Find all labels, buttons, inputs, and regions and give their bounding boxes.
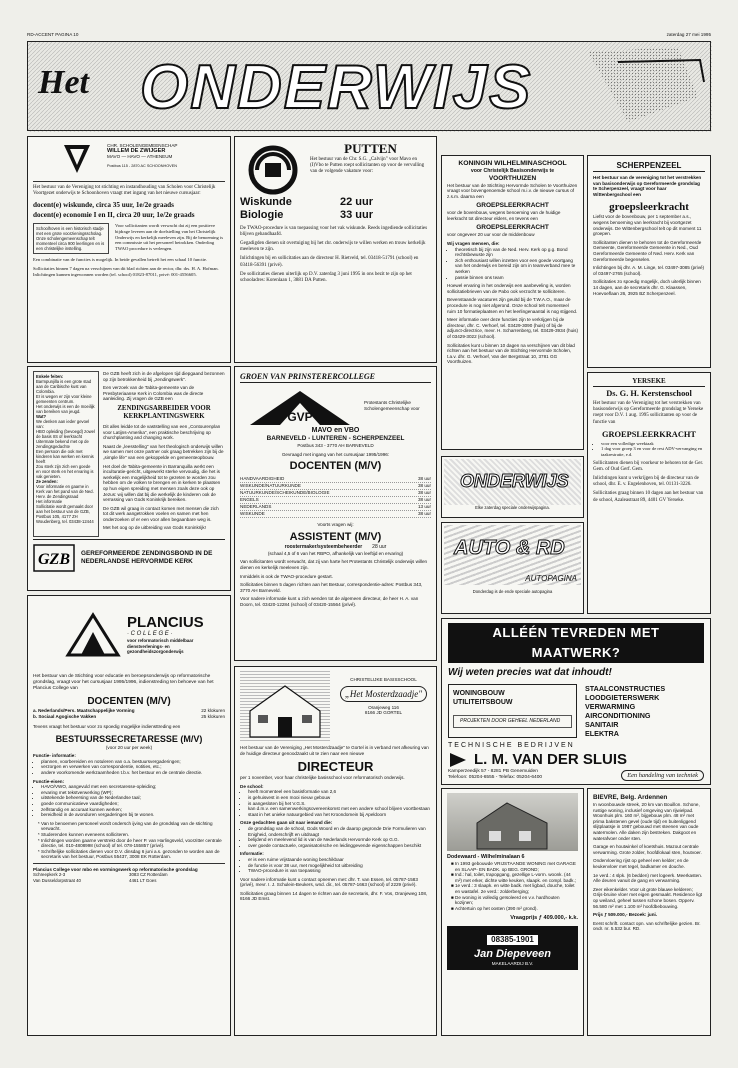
fact-line: Het informatie [36,499,63,504]
subject-hours: 22 uur [340,195,374,208]
kw-p5: Meer informatie over deze functies zijn te verkrijgen bij de directeur, dhr. C. Verhoef, tel. 03429-3090 (huis) of bij de adjunct-directrice, mevr. H. Scharrenberg, tel. 03429-3934 (huis) of 03429-3022 (school). [447,317,578,339]
mw-slogan: Een handeling van techniek [621,770,704,781]
dw-price: Vraagprijs ƒ 409.000,- k.k. [510,915,578,922]
dw-title: Dodewaard - Wilhelminalaan 6 [447,854,525,860]
ys-p2: Inlichtingen kunt u verkrijgen bij de directeur van de school, dhr. E. v. Engelenhoven, tel. 01131-3226. [593,476,699,488]
school-sub: MAVO — HAVO — ATHENEUM [107,154,173,160]
pl-head2-sub: (voor 20 uur per week) [105,744,153,750]
gvp-levels: MAVO en VBO [311,427,360,434]
pl-notes [33,821,225,860]
gzb-logo-icon [33,544,75,572]
list-item: • staat in het unieke natuurgebied van het Kroondomein bij Apeldoorn [248,812,431,818]
gvp-subjects [240,476,431,518]
subject-name: NATUURKUNDE/SCHEIKUNDE/BIOLOGIE [240,490,330,496]
subject-name: Biologie [240,208,284,221]
putten-p4: De sollicitaties dienen uiterlijk op D.V. zaterdag 3 juni 1995 in ons bezit te zijn op het schooladres: Korenlaan 1, 3881 DA Putten. [240,271,412,284]
fact-line: Een persoon die ook met kinderen kan werken en kennis heeft [36,449,94,464]
service-item: LOODGIETERSWERK [585,693,660,702]
mw-company: L. M. VAN DER SLUIS [474,751,628,768]
right-note: Voor sollicitanten wordt verwacht dat zij een positieve bijdrage leveren aan de doelstelling van het Christelijk Onderwijs en kerkelijk meeleven zijn. Bij de benoeming is een commissie uit het personeel betrokken. Onderling TWAO procedure is verlengen. [115,223,224,251]
fact-line: Uitermate bekend met op de zendingsgedachte [36,439,89,449]
job-name: b. Sociaal Agogische Vakken [33,714,97,719]
date-label: zaterdag 27 mei 1995 [666,32,711,37]
school-addr: Postbus 115 - 2870 AC SCHOONHOVEN [107,163,177,168]
list-item: • belijdend en meelevend lid is van de Nederlands Hervormde Kerk op G.G. [248,837,431,843]
intro-text: Het bestuur van de Vereniging tot stichting en instandhouding van Scholen voor Christelijk Voortgezet onderwijs te Schoonhoven vraagt met ingang van het nieuwe cursusjaar: [33,185,216,197]
service-item: WONINGBOUW [453,690,505,697]
kw-p6: Sollicitaties kunt u binnen 10 dagen na verschijnen van dit blad richten aan het bestuur van de Stichting Hervormde Scholen, t.a.v. dhr. G. Verhoef, Van der Bergstraat 10, 3781 GG Voorthuizen. [447,342,575,365]
fact-line: Voor informatie en gaarne in [36,484,89,489]
list-item: • de grondslag van de school, Gods Woord en de daarop gegronde Drie Formulieren van Enigheid, onderschrijft en uitdraagt [248,826,431,837]
subject-row [240,511,431,518]
subject-hours: 33 uur [340,208,374,221]
ad-putten [234,136,437,363]
z-p3: Dit alles leidde tot de vaststelling van een „Contourenplan voor Latijns-Amerika", een praktische beschrijving op churchplanting and changing work. [103,423,221,441]
job-hours: 25 klokuren [201,714,225,719]
onderwijs-word: ONDERWIJS [460,471,569,491]
left-note: Schoolhoven is een historisch stadje met een grote voorzieningsscholag. Onze scholengemeenschap telt momenteel circa 900 leerlingen en is een christelijke instelling. [33,223,109,254]
list-item: • andere voorkomende werkzaamheden t.b.v. het bestuur en de centrale directie. [41,770,225,776]
facts-column [33,371,99,537]
wdz-logo-icon [62,143,92,175]
bv-p1: In woonbouwde streek, 20 km van Bouillon. Schone, rustige woning, inclusief omgeving van rijwielpad. Woonhuis plm. 160 m², bijgebouw plm. 48 m² met prima bakstenen gevel (oude tijd) en buitenliggend slijtplaatsje in 1987 gebouwd met steenen van oude watermolen. Alle daken zijn bestreken. Dakgoot en waterafvoer onder sten. [593,802,700,841]
ad-bievre [587,788,711,1036]
subject-row [240,483,431,490]
mz-p1: per 1 november, voor haar christelijke basisschool voor reformatorisch onderwijs. [240,775,405,781]
list-item: * Inlichtingen worden gaarne verstrekt door de heer P. van Harlingsveld, voorzitter centrale directie, tel. 010-4808998 (school) of tel. 078-155857 (privé). [41,838,225,849]
sz-job: groepsleerkracht [609,201,689,214]
service-item: VERWARMING [585,702,636,711]
gvp-intro: Gevraagd met ingang van het cursusjaar 1995/1996: [281,451,390,457]
list-item: • kan d.m.v. een samenwerkingsovereenkomst met een andere school blijven voortbestaan [248,806,431,812]
plancius-logo-icon [63,610,123,660]
kw-sub1: voor Christelijk Basisonderwijs te [470,168,555,174]
sz-p2: Sollicitanten dienen te behoren tot de Gereformeerde Gemeente, Gereformeerde Gemeente in Ned., Oud Gereformeerde Gemeente of Ned. Herv. Kerk van Gereformeerde begenselen. [593,239,702,262]
service-item: UTILITEITSBOUW [453,699,513,706]
ys-p1: Sollicitanten dienen bij voorkeur te behoren tot de Ger. Gem. of Oud Gerf. Gem. [593,460,704,472]
list-item: • er is een ruime vrijstaande woning beschikbaar [248,857,431,863]
kw-p2: voor ongeveer 20 uur voor de middenbouw [447,232,535,238]
addr-line: Van Dusseldorpstraat 40 [33,878,81,884]
ad-mosterdzaadje [234,666,437,1036]
list-item: • uitstekende beheersing van de Nederlandse taal; [41,795,225,801]
list-item: • plannen, voorbereiden en notuleren van o.a. bestuursvergaderingen; [41,759,225,765]
ad-autopagina [441,522,584,614]
mz-head: DIRECTEUR [297,759,374,775]
gvp-title: GROEN VAN PRINSTERERCOLLEGE [240,371,431,383]
mz-p3: Sollicitaties graag binnen 14 dagen te richten aan de secretaris, dhr. F. Vos, Oranjeweg 108, 8166 JD Emst. [240,890,428,902]
addr-line: Schreepkerk 2-3 [33,872,66,878]
ys-list [593,441,705,458]
job-name: a. Nederlands/Pers. Maatschappelijke Vorming [33,708,135,713]
dw-list [447,861,578,911]
fact-line: We denken aan ieder gevoel van: [36,419,90,429]
school-building-icon [240,671,330,741]
gvp-p1: Van sollicitanten wordt verwacht, dat zij van harte het Protestants Christelijk onderwijs willen dienen en kerkelijk meeleven zijn. [240,559,428,570]
assistent-sub: roostermaker/systeembeheerder [284,543,363,550]
gvp-places: BARNEVELD - LUNTEREN - SCHERPENZEEL [266,435,405,442]
plancius-tag: voor reformatorisch middelbaar dienstverlenings- en gezondheidszorgonderwijs [127,638,194,655]
subject-name: WISKUNDE/NATUURKUNDE [240,483,301,489]
gzb-name: GEREFORMEERDE ZENDINGSBOND IN DE NEDERLANDSE HERVORMDE KERK [81,550,213,565]
plancius-name: PLANCIUS [127,614,204,632]
bv-title: BIEVRE, Belg. Ardennen [593,794,668,801]
pl-funct-head: Functie- informatie: [33,753,76,759]
list-item: • goede communicatieve vaardigheden; [41,801,225,807]
mw-title: ALLÉÉN TEVREDEN MET MAATWERK? [448,623,704,663]
svg-text:GVP: GVP [287,410,313,424]
apply-text: Sollicitaties binnen 7 dagen na verschijnen van dit blad richten aan de rector, dhr. drs. H. A. Hofman. Inlichtingen kunnen ingewonnen worden (tel. school) 01823-87011, privé: 001-4556605. [33,265,219,277]
putten-p3: Inlichtingen bij en sollicitaties aan de directeur H. Rietveld, tel. 03418-51791 (school) en 03418-56391 (privé). [240,256,419,268]
gvp-p3: Sollicitaties binnen 5 dagen richten aan het Bestuur, correspondentie-adres: Postbus 343, 3770 AH Barneveld. [240,582,423,593]
putten-p2: Gegadigden dienen uit overtuiging bij het chr. onderwijs te willen werken en trouw kerkelijk meeleven te zijn. [240,241,426,253]
list-item: ■ Achtertuin op het oosten (390 m² grond). [455,906,578,912]
ad-dodewaard [441,788,584,1036]
ys-school: Ds. G. H. Kerstenschool [606,389,692,398]
mz-info-head: Informatie: [240,851,264,857]
pl-head: DOCENTEN (M/V) [87,696,171,707]
gvp-p4: Voor nadere informatie kunt u zich wenden tot de algemeen directeur, de heer H. A. van Doorn, tel. 03420-12284 (school) of 03420-15564 (privé). [240,596,419,607]
mw-addr: Kamperzeedijk 57 - 8281 PB Genemuiden [448,769,538,774]
ad-van-der-sluis [441,618,711,785]
service-item: ELEKTRA [585,729,619,738]
gvp-voorts: Voorts vragen wij: [317,522,354,528]
bv-p2: Garage en houtwinkel of koetshuis. Mazout centrale verwarming. Grote zolder, hoofdlokaal sten, houtvoer. [593,844,702,855]
bv-p4: 1e verd.: 4 slpk. (6 bedden) met logeerk. Meerkasten. Alle deuren vanuit de gang en verwarming. [593,872,703,884]
subject-hours: 38 uur [417,497,431,503]
auto-label: AUTOPAGINA [525,574,577,583]
mz-addr1: Oranjeweg 116 [368,704,399,710]
section-banner [27,41,711,131]
z-p2: Een verzoek van de Tabita-gemeente van de Presbyteriaanse Kerk in Colombia was de directe aanleiding. Zij vragen de GZB een [103,385,204,402]
z-p6: De GZB wil graag in contact komen met mensen die zich tot dit werk aangetrokken voelen en samen met hen onderzoeken of er een voor allen begaanbare weg is. [103,505,219,522]
kw-intro: Het bestuur van de Stichting Hervormde Scholen te Voorthuizen vraagt voor bovengenoemde school m.i.v. de nieuwe cursus of z.s.m. daarna een [447,182,578,199]
job-1: docent(e) wiskunde, circa 35 uur, 1e/2e graads [33,201,174,210]
ad-willem-de-zwijger [27,136,231,363]
mz-school-head: De school: [240,783,264,789]
subject-hours: 38 uur [417,476,431,482]
list-item: • 1 dag voor groep 3 en voor de rest ADV-vervanging en taakrestratie, e.d. [601,446,705,457]
job-2: docent(e) economie I en II, circa 20 uur, 1e/2e graads [33,211,195,220]
fact-line: HBO opleiding (bevoegd) zowel de basis IIS of leerkracht [36,429,95,439]
auto-caption: Donderdag is de ende speciale autopagina [472,589,553,594]
list-item: • zich enthousiast willen inzetten voor een goede voortgang van het onderwijs en bereid zijn om in teamverband mee te werken [455,258,578,275]
ad-gzb-zending [27,366,231,591]
dw-phone: 08385-1901 [487,935,538,945]
subject-name: WISKUNDE [240,511,265,517]
pl-p1: Tevens vraagt het bestuur voor zo spoedig mogelijke indiensttreding een [33,724,181,729]
gvp-head: DOCENTEN (M/V) [289,460,382,473]
list-item: • is aangesloten bij het V.G.S. [248,801,431,807]
gvp-logo-icon [240,387,360,427]
plancius-college: · C O L L E G E · [127,631,173,638]
bv-p5: Zeer eikenkelder. Voor uit grote blauwe kelderen; Grijs-bruine vloer met eigen gesmaakt. Residence ligt op weiland, geheel tussen schone bosen. Opperv. 56.580 m² met 1.100 m² hoofdbebouwing. [593,886,703,909]
ad-koningin-wilhelminaschool [441,155,584,450]
sz-p1: Liefst voor de bovenbouw, per 1 september a.s., wegens benoeming van leerkracht bij voortgezet onderwijs. De Wittenbergschool telt op dit moment 11 groepen. [593,214,702,237]
subject-hours: 38 uur [417,490,431,496]
fact-line: Er is wegen er zijn voor kleine gemeenten centrum. [36,394,92,404]
fact-line: Wat? [36,414,47,419]
kw-sub2: VOORTHUIZEN [488,174,537,182]
list-item: • TWAO-procedure is van toepassing [248,868,431,874]
list-item: • over goede contactuele, organisatorische en leidinggevende eigenschappen beschikt [248,843,431,849]
gvp-college: Protestants Christelijke Scholengemeenschap voor [364,399,420,411]
subject-row [240,209,431,222]
sz-title: SCHERPENZEEL [593,160,705,172]
ys-intro: Het bestuur van de Vereniging tot het verstrekken van basisonderwijs op Gereformeerde grondslag te Yerseke roept voor D.V. 1 aug. 1995 sollicitanten op voor de functie van [593,401,704,425]
service-item: SANITAIR [585,720,619,729]
pl-eisen-list [33,784,225,818]
list-item: • bereidheid in de avonduren vergaderingen bij te wonen. [41,812,225,818]
list-item: ■ 1e verd.: 3 slaapk. en witte badk. met ligbad, douche, toilet en wastafel. 2e verd.: zolderberging; [455,883,578,894]
house-icon [447,793,578,851]
list-item: * Schriftelijke sollicitaties dienen voor D.V. dinsdag 6 juni a.s. gezonden te worden aan de secretaris van het bestuur, Postbus 55437, 3008 EK Rotterdam. [41,849,225,860]
list-item: • voor een volledige weektaak [601,441,705,447]
z-p1: De GZB heeft zich in de afgelopen tijd diepgaand bezonnen op zijn betrokkenheid bij „zendingswerk". [103,371,225,382]
list-item: * Studerenden kunnen eveneens solliciteren. [41,832,225,838]
putten-intro: Het bestuur van de Chr. S.G. „Calvijn" voor Mavo en (I)Vbo te Putten roept sollicitanten op voor de vervulling van de volgende vakature voor: [310,157,425,175]
ys-job: GROEPSLEERKRACHT [601,429,696,439]
pl-head2: BESTUURSSECRETARESSE (M/V) [55,733,203,744]
z-p7: Met het oog op de uitbreiding van Gods Koninkrijk! [103,525,206,531]
mw-tech: TECHNISCHE BEDRIJVEN [448,742,575,749]
mz-p2: Voor nadere informatie kunt u contact opnemen met: dhr. T. van Essen, tel. 05787-1583 (privé), mevr. I. J. Schulein-Beukers, wnd. dir., tel. 05787-1663 (school) of 2229 (privé). [240,876,418,888]
ad-scherpenzeel [587,155,711,368]
fact-line: Kerk van het pand van de Ned. Herv. de Zendingsraad [36,489,94,499]
gvp-assistent: ASSISTENT (M/V) [289,530,382,543]
pl-funct-list [33,759,225,776]
putten-title: PUTTEN [344,141,397,156]
auto-word: AUTO & RD [454,537,565,559]
fact-line: Enkele feiten: [36,374,64,379]
putten-p1: De TWAO-procedure is van toepassing voor het vak wiskunde. Reeds ingediende sollicitaties blijven gehandhaafd. [240,225,428,237]
pl-intro: Het bestuur van de Stichting voor educatie en beroepsonderwijs op reformatorische grondslag, vraagt voor het cursusjaar 1995/1996, indienstreding ten behoeve van het Plancius College van [33,674,214,691]
fact-line: Het onderwijs is een de moeilijk van bereiken van jeugd. [36,404,95,414]
ad-yerseke [587,372,711,614]
subject-row [240,490,431,497]
fact-line: Zou sterk zijn zich een goede en voor sterk en het ervaring is vak genieten. [36,464,94,479]
fact-line: Sollicitatie wordt gemaakt door aan het bestuur van de GZB, Postbus 105, 4177 ZH Woudenberg, tel. 03438-12444 [36,504,94,524]
addr-line: 4461 LT Goes [129,878,157,884]
sz-p4: Sollicitaties zo spoedig mogelijk, doch uiterlijk binnen 14 dagen, aan de secretaris dhr. G. Klaassen, Hoevoeflaan 26, 3925 BZ Scherpenzeel. [593,279,701,296]
job-row [33,714,225,720]
list-item: • theoretisch bij zijn van de Ned. Herv. Kerk op g.g. Bond rechtsbewuste zijn [455,247,578,258]
house-photo [447,793,578,851]
kw-head1: GROEPSLEERKRACHT [476,202,549,210]
bv-price: Prijs ƒ 509.000,- Bezoek: juni. [593,912,658,918]
sz-intro: Het bestuur van de vereniging tot het verstrekken van basisonderwijs op Gereformeerde grondslag te Scherpenzeel, vraagt voor haar Wittenbergschool een [593,175,702,197]
z-head: ZENDINGSARBEIDER VOOR KERKPLANTINGSWERK [117,404,211,420]
school-drawing [240,671,330,741]
svg-text:GZB: GZB [38,551,70,568]
subject-row [240,497,431,504]
list-item: • de functie is voor 38 uur, met mogelijkheid tot uitbreiding [248,863,431,869]
pl-eisen-head: Functie-eisen: [33,778,65,784]
kw-title: KONINGIN WILHELMINASCHOOL [458,160,567,167]
school-name: WILLEM DE ZWIJGER [107,147,166,154]
vds-logo-icon [448,751,468,769]
assistent-hours: 28 uur [372,543,387,550]
kw-head2: GROEPSLEERKRACHT [476,224,549,232]
bv-p3: Ondervloering rijst op geheel een kelder; en de keukenvloer met tegel, badkamer en douche. [593,858,689,869]
subject-hours: 38 uur [417,511,431,517]
footer-text: Een combinatie van de functies is mogelijk. In beide gevallen betreft het een schaal 10 functie. [33,257,208,263]
list-item: * Van te benoemen personeel wordt ondersch ijving van de grondslag van de stichting verwacht. [41,821,225,832]
kw-p3: Hoewel ervaring in het onderwijs een aanbeveling is, worden sollicitatiebrieven van de Pabo ook verzocht te solliciteren. [447,283,571,294]
kw-p1: voor de bovenbouw, wegens benoeming van de huidige leerkracht tot directeur elders, en tevens een [447,210,561,221]
pl-foot-addr [33,872,225,883]
kw-list [447,247,578,281]
service-item: STAALCONSTRUCTIES [585,684,666,693]
mz-addr2: 8166 JD GORTEL [364,710,403,716]
gvp-postbus: Postbus 343 - 3770 AH BARNEVELD [297,443,374,448]
mz-info-list [240,857,431,874]
z-p5: Het doel de Tabita-gemeente in Barranquilla werkt een inculturatie-gericht, uitgewerkt sterke vervoudig, die het is werkelijk een mogelijkheid tot te gezeten te worden zou hebben om de volken te brengen en in kerken te plaatsen op hun eigen spreiding met mensen zoals deze ook op Jezus: wij willen dat bij die werkelijk de kinderen ook de verrassing van Gods Koninkrijk bereiken. [103,463,221,503]
ad-plancius [27,595,231,1036]
mz-dir-list [240,826,431,848]
subject-hours: 13 uur [417,504,431,510]
mz-intro: Het bestuur van de Vereniging „Het Mosterdzaadje" te Gortel is in verband met afkeuring van de huidige directeur genoodzaakt uit te zien naar een nieuwe [240,745,429,756]
ys-p3: Sollicitaties graag binnen 10 dagen aan het bestuur van de school, Azaleastraat 89, 4401 GV Yerseke. [593,491,704,503]
mw-phone: Telefoon: 05204-6555 - Telefax: 05204-6400 [448,775,543,780]
list-item: • verzorgen en verwerken van correspondentie, notities, etc.; [41,764,225,770]
dw-makelaar: Jan Diepeveen [473,948,552,961]
subject-row [240,504,431,511]
list-item: • is gehuisvest in een mooi nieuw gebouw [248,795,431,801]
list-item: • HAVO/VWO, aangevuld met een secretaresse-opleiding; [41,784,225,790]
gvp-p2: Inmiddels is ook de TWAO-procedure gestart. [240,573,333,579]
banner-het: Het [38,64,89,101]
ad-onderwijs-page [441,456,584,518]
page-label: RD-ACCENT PAGINA 10 [27,32,79,37]
subject-hours: 38 uur [417,483,431,489]
org-label: CHR. SCHOLENGEMEENSCHAP [107,143,178,148]
z-p4: Naast de „leesstelling" van het theologisch onderwijs willen we samen met onze partner ook graag betrekken zijn bij de „simple life" van een gekoppelde en gemeenteopbouw. [103,443,224,460]
kw-p4: Bevenstaande vacatures zijn geuitd bij de T.W.A.O., maar de procedure is nog niet afgerond. Onze school telt momenteel ruim 10 formatieplaatsen en het leerlingenaantal is nog stijgend. [447,297,578,314]
fact-line: Barmpunjilla is een grote stad aan de Caribische kust van Colombia. [36,379,92,394]
list-item: • zelfstandig en accuraat kunnen werken; [41,807,225,813]
service-item: AIRCONDITIONING [585,711,651,720]
mz-org: CHRISTELIJKE BASISSCHOOL [350,677,417,682]
addr-line: 3083 CZ Rotterdam [129,872,168,878]
mz-school-list [240,789,431,817]
sz-p3: Inlichtingen bij dhr. A. M. Linge, tel. 03497-3085 (privé) of 03497-2765 (school). [593,265,705,276]
list-item: ■ In 1993 gebouwde VRIJSTAANDE WONING met GARAGE en SLAAP- EN BADK. op BEG. GROND; [455,861,578,872]
calvijn-logo-icon [243,145,303,195]
subject-name: HANDVAARDIGHEID [240,476,285,482]
subject-row [240,196,431,209]
kw-list-head: Wij vragen mensen, die: [447,241,500,247]
mw-sub: Wij weten precies wat dat inhoudt! [448,667,612,678]
bv-p6: Eerst schrift. contact opn. van schriftelijke gezien. Br. ondr. nr. 5.532 bur. RD. [593,920,701,932]
mz-dir-head: Onze gedachten gaan uit naar iemand die: [240,820,333,826]
job-hours: 22 klokuren [201,708,225,713]
pl-foot-title: Plancius College voor mbo en vormingswerk op reformatorische grondslag [33,866,198,872]
onderwijs-caption: Elke zaterdag speciale onderwijspagina. [475,505,550,510]
banner-title: ONDERWIJS [140,53,533,122]
subject-name: Wiskunde [240,195,292,208]
subject-row [240,476,431,483]
list-item: • passie binnen ons team [455,275,578,281]
ad-groen-van-prinsterer [234,366,437,661]
fact-line: Ze zenden: [36,479,58,484]
mz-name: „Het Mosterdzaadje" [340,686,427,702]
assistent-scale: (schaal 4,5 of 6 van het RBPO, afhankelijk van leeftijd en ervaring) [267,550,404,556]
list-item: ■ De woning is volledig geïsoleerd en v.v. hardhouten kozijnen; [455,895,578,906]
list-item: • heeft momenteel een basisformatie van 2,6 [248,789,431,795]
mw-proj: PROJEKTEN DOOR GEHEEL NEDERLAND [453,715,572,728]
list-item: ■ Ind.: hal, toilet, trapopgang, gezellige L-vorm. woonk. (44 m²) met erker, dichte witte keuken, slaapk. en compl. badk.; [455,872,578,883]
subject-name: ENGELS [240,497,259,503]
ys-title: YERSEKE [593,377,705,387]
list-item: • ervaring met tekstverwerking (WP); [41,790,225,796]
subject-name: NEDERLANDS [240,504,272,510]
top-bar [27,31,711,39]
dw-makelaar-sub: MAKELAARDIJ B.V. [491,961,534,967]
